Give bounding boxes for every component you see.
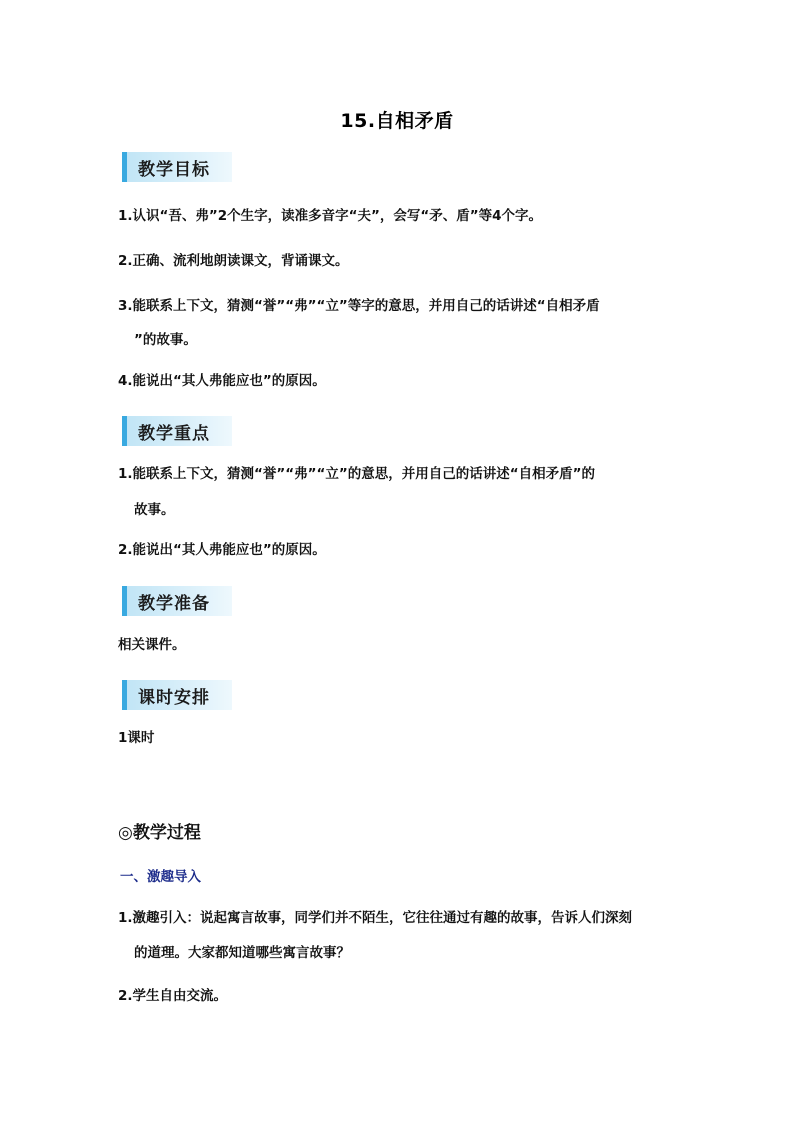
section-accent-bar [122,680,127,710]
goal-item-3: 3.能联系上下文，猜测“誉”“弗”“立”等字的意思，并用自己的话讲述“自相矛盾 [118,298,600,314]
process-item-1: 1.激趣引入：说起寓言故事，同学们并不陌生，它往往通过有趣的故事，告诉人们深刻 [118,910,633,926]
lesson-title: 15.自相矛盾 [340,110,454,132]
section-label: 教学准备 [138,594,210,614]
goal-item-3-continuation: ”的故事。 [134,332,197,348]
schedule-text: 1课时 [118,730,155,746]
section-accent-bar [122,152,127,182]
goal-item-2: 2.正确、流利地朗读课文，背诵课文。 [118,253,349,269]
goal-item-1: 1.认识“吾、弗”2个生字，读准多音字“夫”，会写“矛、盾”等4个字。 [118,208,543,224]
goal-item-4: 4.能说出“其人弗能应也”的原因。 [118,373,326,389]
section-label: 教学目标 [138,160,210,180]
process-item-2: 2.学生自由交流。 [118,988,228,1004]
section-header-key [122,416,232,446]
process-subheading-1: 一、激趣导入 [120,869,201,885]
section-header-goals [122,152,232,182]
process-item-1-continuation: 的道理。大家都知道哪些寓言故事？ [134,945,350,961]
section-header-prep [122,586,232,616]
key-item-2: 2.能说出“其人弗能应也”的原因。 [118,542,326,558]
section-accent-bar [122,416,127,446]
section-label: 教学重点 [138,424,210,444]
section-accent-bar [122,586,127,616]
section-header-schedule [122,680,232,710]
section-label: 课时安排 [138,688,210,708]
key-item-1: 1.能联系上下文，猜测“誉”“弗”“立”的意思，并用自己的话讲述“自相矛盾”的 [118,466,596,482]
prep-text: 相关课件。 [118,637,186,653]
key-item-1-continuation: 故事。 [134,502,175,518]
process-heading: ◎教学过程 [118,823,201,843]
